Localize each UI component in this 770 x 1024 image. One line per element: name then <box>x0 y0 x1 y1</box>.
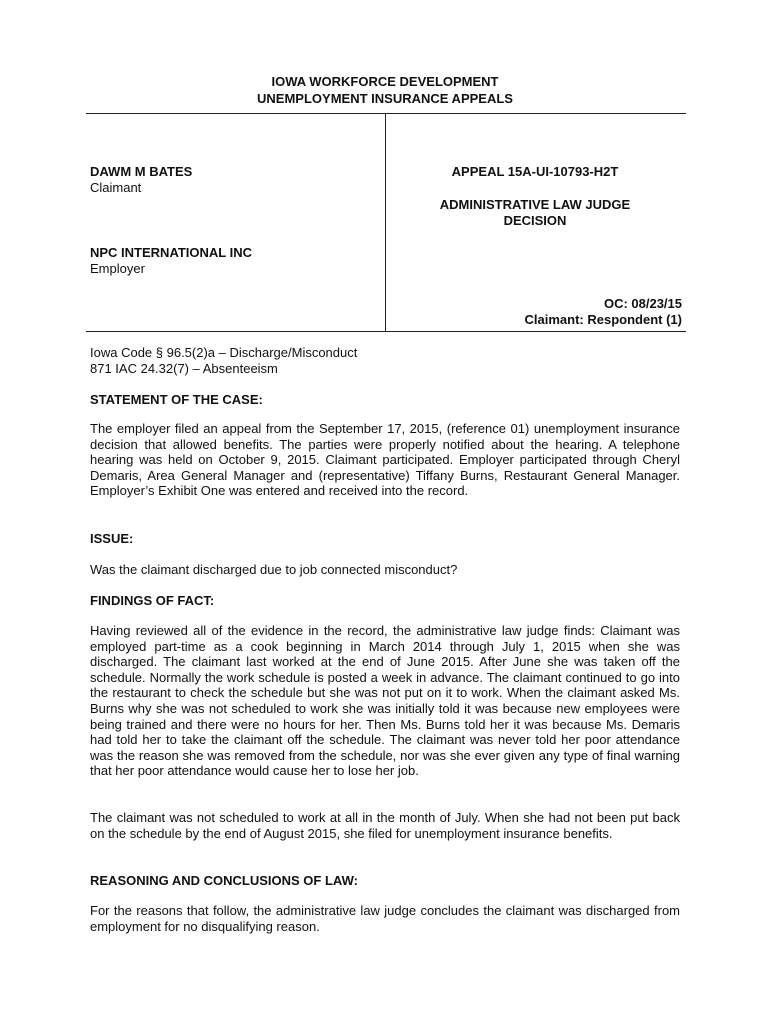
claimant-role: Claimant <box>90 180 142 195</box>
employer-name: NPC INTERNATIONAL INC <box>90 245 253 260</box>
agency-subtitle: UNEMPLOYMENT INSURANCE APPEALS <box>257 91 513 106</box>
header-rule-bottom <box>86 331 686 332</box>
appeal-number: APPEAL 15A-UI-10793-H2T <box>451 164 619 179</box>
issue-heading: ISSUE: <box>90 531 134 546</box>
agency-title: IOWA WORKFORCE DEVELOPMENT <box>271 74 499 89</box>
statement-heading: STATEMENT OF THE CASE: <box>90 392 263 407</box>
header-rule-top <box>86 113 686 114</box>
issue-paragraph: Was the claimant discharged due to job connected misconduct? <box>90 562 458 577</box>
decision-title-line1: ADMINISTRATIVE LAW JUDGE <box>439 197 631 212</box>
findings-heading: FINDINGS OF FACT: <box>90 593 215 608</box>
statement-paragraph: The employer filed an appeal from the September 17, 2015, (reference 01) unemployment insurance decision that allowed benefits. The parties were properly notified about the hearing. A telephone hearing was held on October 9, 2015. Claimant participated. Employer participated through Cheryl Demaris, Area General Manager and (representative) Tiffany Burns, Restaurant General Manager. Employer’s Exhibit One was entered and received into the record. <box>90 421 680 499</box>
findings-paragraph-2: The claimant was not scheduled to work at all in the month of July. When she had not been put back on the schedule by the end of August 2015, she filed for unemployment insurance benefits. <box>90 810 680 841</box>
caption-divider <box>385 114 386 332</box>
oc-date: OC: 08/23/15 <box>603 296 682 311</box>
decision-title-line2: DECISION <box>503 213 567 228</box>
reasoning-heading: REASONING AND CONCLUSIONS OF LAW: <box>90 873 358 888</box>
employer-role: Employer <box>90 261 145 276</box>
findings-paragraph-1: Having reviewed all of the evidence in the record, the administrative law judge finds: Claimant was employed part-time as a cook beginning in March 2014 through July 1, 2015 when she was discharged. The claimant last worked at the end of June 2015. After June she was taken off the schedule. Normally the work schedule is posted a week in advance. The claimant continued to go into the restaurant to check the schedule but she was not put on it to work. When the claimant asked Ms. Burns why she was not scheduled to work she was initially told it was because new employees were being trained and there were no hours for her. Then Ms. Burns told her it was because Ms. Demaris had told her to take the claimant off the schedule. The claimant was never told her poor attendance was the reason she was removed from the schedule, nor was she ever given any type of final warning that her poor attendance would cause her to lose her job. <box>90 623 680 779</box>
claimant-name: DAWM M BATES <box>90 164 193 179</box>
reasoning-paragraph: For the reasons that follow, the administrative law judge concludes the claimant was discharged from employment for no disqualifying reason. <box>90 903 680 934</box>
code-citation-2: 871 IAC 24.32(7) – Absenteeism <box>90 361 278 376</box>
code-citation-1: Iowa Code § 96.5(2)a – Discharge/Misconduct <box>90 345 358 360</box>
claimant-status: Claimant: Respondent (1) <box>524 312 682 327</box>
